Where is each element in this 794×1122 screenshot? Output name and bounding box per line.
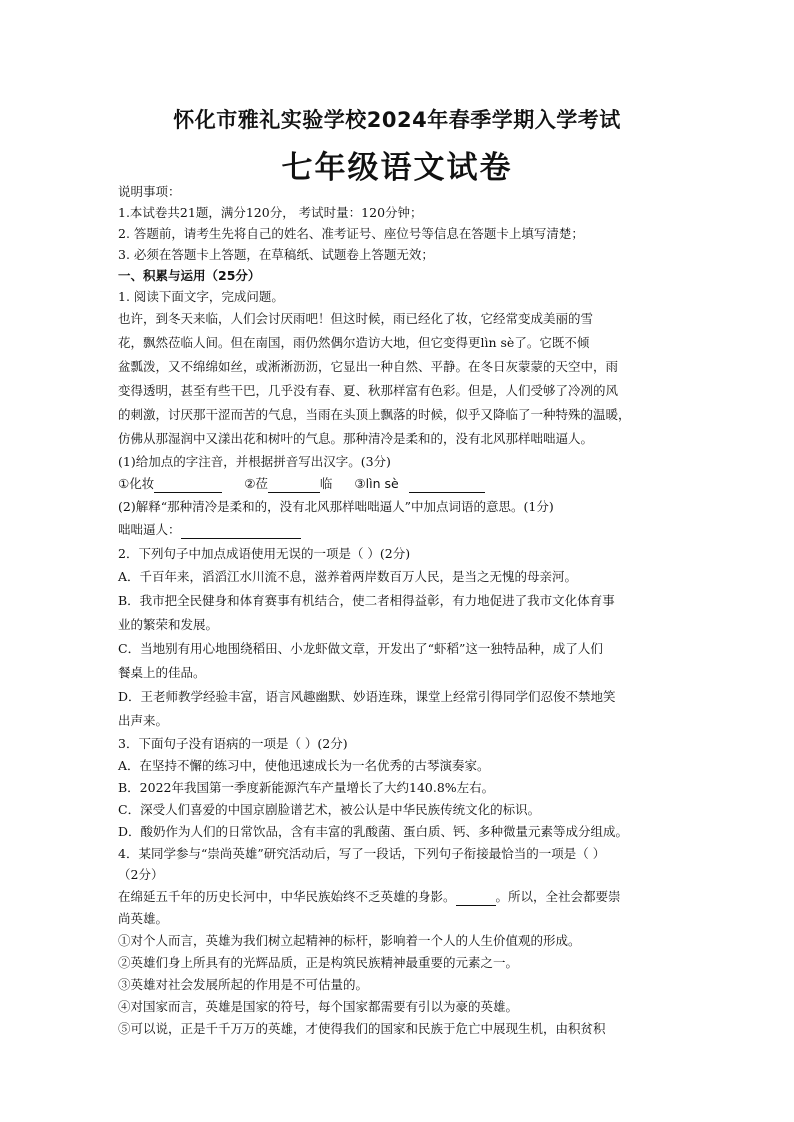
q4-item: ①对个人而言，英雄为我们树立起精神的标杆，影响着一个人的人生价值观的形成。 [118,933,581,948]
option-line: B．我市把全民健身和体育赛事有机结合，使二者相得益彰，有力地促进了我市文化体育事 [118,593,615,608]
passage-line: 盆瓢泼，又不绵绵如丝，或淅淅沥沥，它显出一种自然、平静。在冬日灰蒙蒙的天空中，雨 [118,359,619,374]
q4-context-line: 尚英雄。 [118,911,169,926]
question-1-prompt: 1. 阅读下面文字，完成问题。 [118,289,284,304]
question-2-prompt: 2．下列句子中加点成语使用无误的一项是（ ）(2分) [118,546,411,561]
q4-text: 。所以，全社会都要崇 [495,889,621,904]
option-line: A．千百年来，滔滔江水川流不息，滋养着两岸数百万人民，是当之无愧的母亲河。 [118,569,578,584]
answer-blank[interactable] [456,891,496,906]
answer-label: 咄咄逼人： [118,522,181,537]
passage-line: 仿佛从那湿润中又漾出花和树叶的气息。那种清冷是柔和的，没有北风那样咄咄逼人。 [118,431,594,446]
q1-sub2-answer [118,521,301,539]
q4-text: 在绵延五千年的历史长河中，中华民族始终不乏英雄的身影。 [118,889,456,904]
question-3-prompt: 3．下面句子没有语病的一项是（ ）(2分) [118,736,348,751]
option-line: 业的繁荣和发展。 [118,617,219,632]
answer-item-3: ③lìn sè [354,476,399,491]
passage-line: 也许，到冬天来临，人们会讨厌雨吧！但这时候，雨已经化了妆，它经常变成美丽的雪 [118,311,594,326]
q4-item: ⑤可以说，正是千千万万的英雄，才使得我们的国家和民族于危亡中展现生机，由积贫积 [118,1021,606,1036]
question-4-prompt: 4．某同学参与“崇尚英雄”研究活动后，写了一段话，下列句子衔接最恰当的一项是（ ） [118,846,606,861]
q1-sub1-answers [118,475,485,493]
q1-sub1: (1)给加点的字注音，并根据拼音写出汉字。(3分) [118,454,391,469]
q4-item: ②英雄们身上所具有的光辉品质，正是构筑民族精神最重要的元素之一。 [118,955,519,970]
option-line: D．酸奶作为人们的日常饮品，含有丰富的乳酸菌、蛋白质、钙、多种微量元素等成分组成。 [118,824,629,839]
question-4-points: （2分） [118,867,164,882]
option-line: D．王老师教学经验丰富，语言风趣幽默、妙语连珠，课堂上经常引得同学们忍俊不禁地笑 [118,689,616,704]
answer-blank[interactable] [181,524,301,539]
q4-context-line [118,888,621,906]
instruction-item: 2. 答题前，请考生先将自己的姓名、准考证号、座位号等信息在答题卡上填写清楚； [118,226,584,241]
passage-line: 变得透明，甚至有些干巴，几乎没有春、夏、秋那样富有色彩。但是，人们受够了冷冽的风 [118,383,619,398]
section-heading: 一、积累与运用（25分） [118,268,261,283]
passage-line: 的刺激，讨厌那干涩而苦的气息，当雨在头顶上飘落的时候，似乎又降临了一种特殊的温暖， [118,407,631,422]
option-line: 出声来。 [118,713,169,728]
option-line: B．2022年我国第一季度新能源汽车产量增长了大约140.8%左右。 [118,780,495,795]
answer-blank[interactable] [268,478,320,493]
passage-line: 花，飘然莅临人间。但在南国，雨仍然偶尔造访大地，但它变得更lìn sè了。它既不倾 [118,335,590,350]
q4-item: ③英雄对社会发展所起的作用是不可估量的。 [118,977,369,992]
answer-blank[interactable] [154,478,222,493]
answer-blank[interactable] [409,478,485,493]
answer-item-2-suffix: 临 [319,476,333,491]
instruction-item: 3. 必须在答题卡上答题，在草稿纸、试题卷上答题无效； [118,247,434,262]
q1-sub2: (2)解释“那种清冷是柔和的，没有北风那样咄咄逼人”中加点词语的意思。(1分) [118,499,554,514]
paper-title: 七年级语文试卷 [281,150,513,186]
option-line: C．深受人们喜爱的中国京剧脸谱艺术，被公认是中华民族传统文化的标识。 [118,802,541,817]
school-title: 怀化市雅礼实验学校2024年春季学期入学考试 [173,108,621,132]
answer-item-1: ①化妆 [118,476,155,491]
option-line: 餐桌上的佳品。 [118,665,206,680]
option-line: A．在坚持不懈的练习中，使他迅速成长为一名优秀的古琴演奏家。 [118,758,490,773]
instruction-item: 1.本试卷共21题，满分120分， 考试时量：120分钟； [118,205,423,220]
instructions-heading: 说明事项： [118,184,181,199]
answer-item-2: ②莅 [244,476,268,491]
q4-item: ④对国家而言，英雄是国家的符号，每个国家都需要有引以为豪的英雄。 [118,999,519,1014]
option-line: C．当地别有用心地围绕稻田、小龙虾做文章，开发出了“虾稻”这一独特品种，成了人们 [118,641,603,656]
